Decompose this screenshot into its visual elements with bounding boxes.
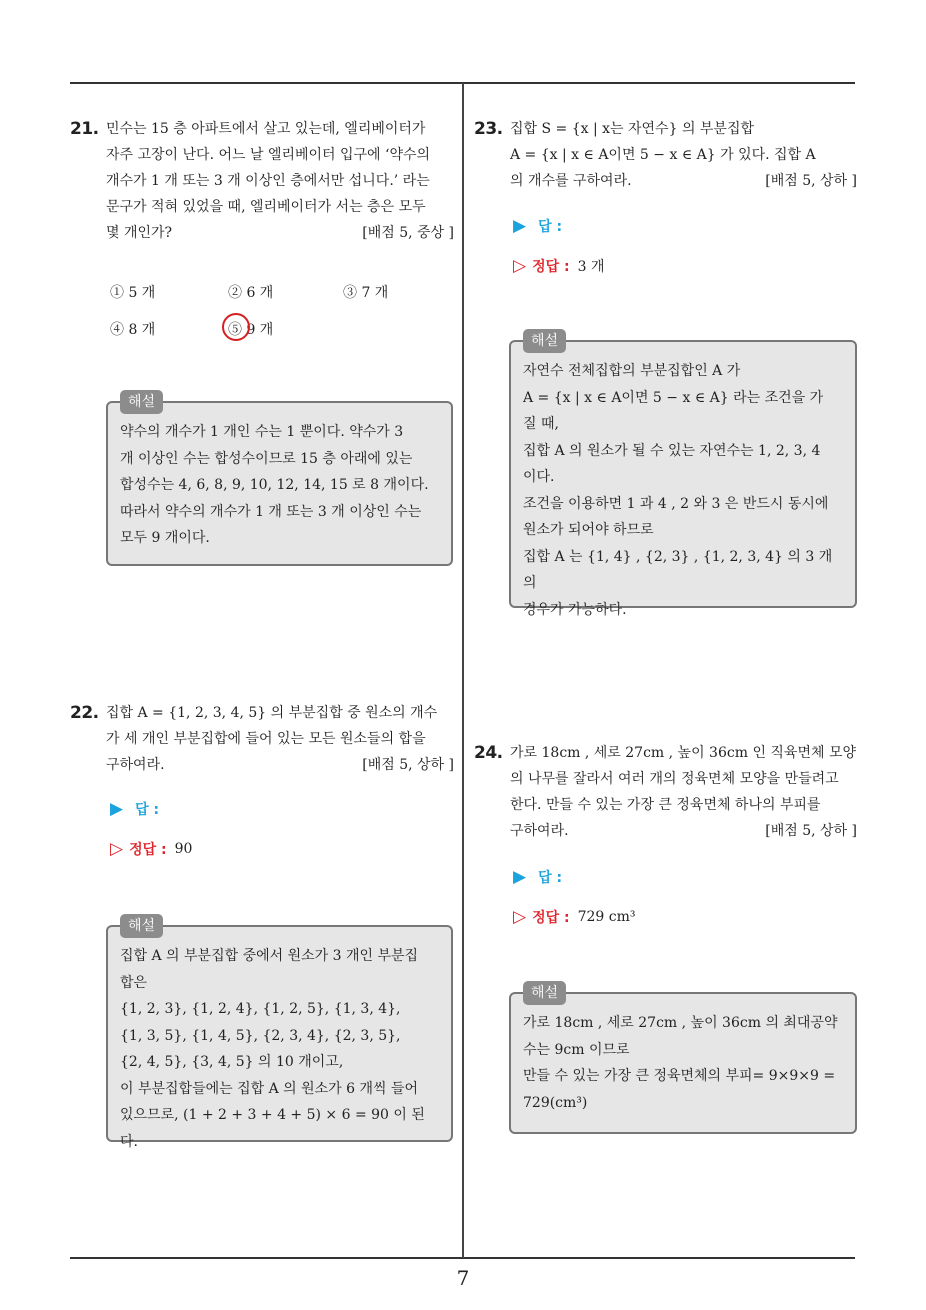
question-text [510, 740, 857, 844]
question-line: 가로 18cm , 세로 27cm , 높이 36cm 인 직육면체 모양 [510, 745, 857, 761]
correct-label: 정답 : [532, 259, 570, 275]
explanation-box-23 [509, 333, 857, 618]
explanation-line: {1, 2, 3}, {1, 2, 4}, {1, 2, 5}, {1, 3, 4}, [120, 1001, 401, 1017]
question-line: 문구가 적혀 있었을 때, 엘리베이터가 서는 층은 모두 [106, 199, 426, 215]
question-number: 24. [474, 743, 503, 763]
question-line-last [510, 818, 857, 844]
choice-5-label: ⑤ 9 개 [228, 322, 274, 338]
question-line: 한다. 만들 수 있는 가장 큰 정육면체 하나의 부피를 [510, 797, 821, 813]
choice-list [110, 282, 450, 342]
question-line: 구하여라. [510, 823, 569, 839]
explanation-tag: 해설 [120, 914, 163, 938]
question-line: 민수는 15 층 아파트에서 살고 있는데, 엘리베이터가 [106, 121, 426, 137]
question-21 [70, 116, 454, 246]
correct-value: 3 개 [577, 259, 605, 275]
explanation-line: 가로 18cm , 세로 27cm , 높이 36cm 의 최대공약 [523, 1015, 838, 1031]
points-label: [배점 5, 중상 ] [362, 225, 454, 241]
question-line: 개수가 1 개 또는 3 개 이상인 층에서만 섭니다.’ 라는 [106, 173, 430, 189]
explanation-line: 원소가 되어야 하므로 [523, 522, 654, 538]
correct-value: 729 cm³ [577, 909, 636, 925]
explanation-line: 개 이상인 수는 합성수이므로 15 층 아래에 있는 [120, 450, 413, 467]
question-22 [70, 700, 454, 778]
answer-block-24 [513, 857, 636, 937]
explanation-line: 수는 9cm 이므로 [523, 1041, 630, 1058]
explanation-line: 만들 수 있는 가장 큰 정육면체의 부피= 9×9×9 = [523, 1068, 836, 1084]
question-line: A = {x | x ∈ A이면 5 − x ∈ A} 가 있다. 집합 A [510, 147, 816, 163]
question-24 [474, 740, 857, 844]
correct-answer-row [513, 246, 605, 286]
question-line: 가 세 개인 부분집합에 들어 있는 모든 원소들의 합을 [106, 731, 426, 747]
choice-4[interactable]: ④ 8 개 [110, 322, 156, 338]
answer-label: 답 : [538, 870, 563, 886]
explanation-line: 있으므로, (1 + 2 + 3 + 4 + 5) × 6 = 90 이 된다. [120, 1107, 425, 1150]
outline-triangle-icon: ▷ [513, 256, 527, 276]
explanation-line: 따라서 약수의 개수가 1 개 또는 3 개 이상인 수는 [120, 503, 422, 520]
selected-circle-mark [222, 313, 250, 341]
question-number: 21. [70, 119, 99, 139]
answer-label: 답 : [538, 219, 563, 235]
explanation-line: 집합 A 의 원소가 될 수 있는 자연수는 1, 2, 3, 4 [523, 442, 821, 459]
question-line: 구하여라. [106, 757, 165, 773]
points-label: [배점 5, 상하 ] [765, 173, 857, 189]
explanation-line: 이 부분집합들에는 집합 A 의 원소가 6 개씩 들어 [120, 1080, 419, 1097]
answer-row [513, 857, 636, 897]
explanation-line: 약수의 개수가 1 개인 수는 1 뿐이다. 약수가 3 [120, 424, 404, 440]
question-line-last [106, 220, 454, 246]
explanation-line: 집합 A 의 부분집합 중에서 원소가 3 개인 부분집 [120, 948, 419, 964]
explanation-line: 합성수는 4, 6, 8, 9, 10, 12, 14, 15 로 8 개이다. [120, 477, 429, 493]
explanation-box-21 [106, 394, 453, 566]
question-text [106, 700, 454, 778]
answer-label: 답 : [135, 802, 160, 818]
explanation-line: 자연수 전체집합의 부분집합인 A 가 [523, 363, 741, 379]
play-triangle-icon: ▶ [513, 216, 527, 236]
question-line: 몇 개인가? [106, 225, 173, 241]
correct-label: 정답 : [532, 910, 570, 926]
explanation-line: 질 때, [523, 416, 559, 432]
points-label: [배점 5, 상하 ] [362, 757, 454, 773]
explanation-line: 합은 [120, 974, 148, 991]
question-text [106, 116, 454, 246]
answer-block-23 [513, 206, 605, 286]
question-line: 의 나무를 잘라서 여러 개의 정육면체 모양을 만들려고 [510, 771, 839, 787]
play-triangle-icon: ▶ [513, 867, 527, 887]
points-label: [배점 5, 상하 ] [765, 823, 857, 839]
explanation-line: A = {x | x ∈ A이면 5 − x ∈ A} 라는 조건을 가 [523, 389, 824, 406]
explanation-line: {2, 4, 5}, {3, 4, 5} 의 10 개이고, [120, 1054, 344, 1070]
choice-1[interactable]: ① 5 개 [110, 285, 156, 301]
explanation-tag: 해설 [523, 329, 566, 353]
outline-triangle-icon: ▷ [513, 907, 527, 927]
question-line-last [510, 168, 857, 194]
question-text [510, 116, 857, 194]
explanation-tag: 해설 [523, 981, 566, 1005]
question-number: 22. [70, 703, 99, 723]
question-number: 23. [474, 119, 503, 139]
question-line: 자주 고장이 난다. 어느 날 엘리베이터 입구에 ‘약수의 [106, 147, 431, 163]
explanation-tag: 해설 [120, 390, 163, 414]
column-divider [462, 83, 464, 1258]
correct-answer-row [513, 897, 636, 937]
correct-label: 정답 : [129, 842, 167, 858]
question-line-last [106, 752, 454, 778]
page-number: 7 [456, 1266, 470, 1290]
explanation-box-24 [509, 985, 857, 1134]
choice-2[interactable]: ② 6 개 [228, 285, 274, 301]
explanation-line: {1, 3, 5}, {1, 4, 5}, {2, 3, 4}, {2, 3, 5}, [120, 1027, 401, 1044]
question-23 [474, 116, 857, 194]
explanation-line: 모두 9 개이다. [120, 530, 210, 546]
explanation-line: 이다. [523, 469, 555, 485]
explanation-line: 집합 A 는 {1, 4} , {2, 3} , {1, 2, 3, 4} 의 3 개의 [523, 548, 833, 591]
explanation-line: 729(cm³) [523, 1094, 588, 1111]
explanation-box-22 [106, 918, 453, 1150]
outline-triangle-icon: ▷ [110, 839, 124, 859]
choice-5[interactable] [228, 319, 273, 339]
explanation-line: 조건을 이용하면 1 과 4 , 2 와 3 은 반드시 동시에 [523, 495, 829, 512]
play-triangle-icon: ▶ [110, 799, 124, 819]
answer-row [513, 206, 605, 246]
correct-value: 90 [174, 841, 193, 857]
answer-block-22 [110, 789, 192, 869]
question-line: 집합 A = {1, 2, 3, 4, 5} 의 부분집합 중 원소의 개수 [106, 705, 438, 721]
choice-3[interactable]: ③ 7 개 [343, 285, 389, 301]
question-line: 의 개수를 구하여라. [510, 173, 632, 189]
answer-row [110, 789, 192, 829]
correct-answer-row [110, 829, 192, 869]
explanation-line: 경우가 가능하다. [523, 601, 627, 618]
question-line: 집합 S = {x | x는 자연수} 의 부분집합 [510, 121, 755, 137]
